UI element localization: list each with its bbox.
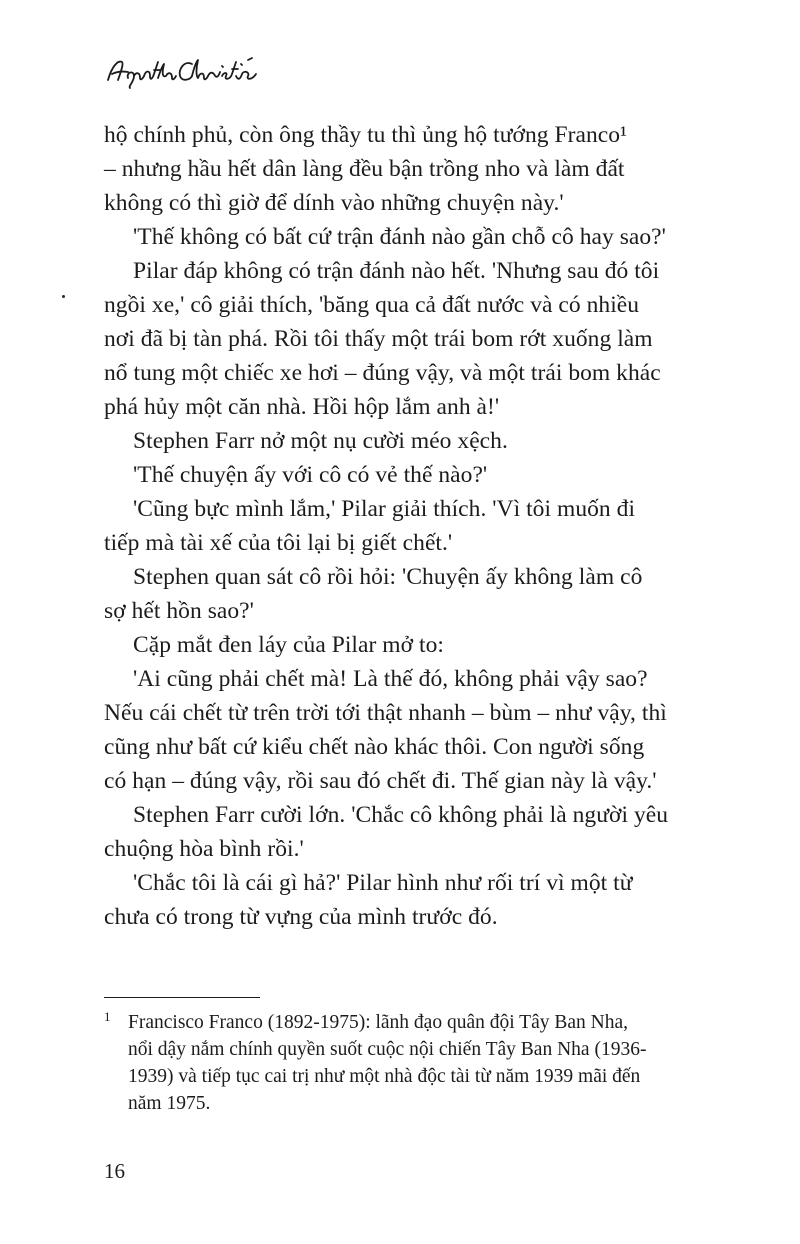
footnote-marker: 1 (104, 1009, 111, 1024)
text-line: 'Chắc tôi là cái gì hả?' Pilar hình như rối trí vì một từ (133, 870, 633, 896)
text-line: không có thì giờ để dính vào những chuyện này.' (104, 190, 564, 216)
author-signature-logo (104, 52, 264, 92)
text-line: ngồi xe,' cô giải thích, 'băng qua cả đất nước và có nhiều (104, 292, 640, 318)
text-line: tiếp mà tài xế của tôi lại bị giết chết.' (104, 530, 453, 556)
text-line: nơi đã bị tàn phá. Rồi tôi thấy một trái bom rớt xuống làm (104, 326, 653, 352)
footnote-line: Francisco Franco (1892-1975): lãnh đạo quân đội Tây Ban Nha, (128, 1012, 629, 1033)
footnote-text (104, 1009, 704, 1117)
print-speck (62, 295, 65, 298)
text-line: – nhưng hầu hết dân làng đều bận trồng nho và làm đất (104, 156, 625, 182)
text-line: Nếu cái chết từ trên trời tới thật nhanh – bùm – như vậy, thì (104, 700, 667, 726)
text-line: 'Thế chuyện ấy với cô có vẻ thế nào?' (133, 462, 488, 488)
footnote-line: năm 1975. (128, 1093, 211, 1114)
text-line: Stephen Farr cười lớn. 'Chắc cô không phải là người yêu (133, 802, 669, 828)
page-number: 16 (104, 1159, 125, 1183)
text-line: sợ hết hồn sao?' (104, 598, 254, 624)
text-line: phá hủy một căn nhà. Hồi hộp lắm anh à!' (104, 394, 500, 420)
body-text (104, 118, 704, 934)
footnote-line: nổi dậy nắm chính quyền suốt cuộc nội chiến Tây Ban Nha (1936- (128, 1039, 647, 1060)
text-line: chưa có trong từ vựng của mình trước đó. (104, 904, 498, 930)
text-line: cũng như bất cứ kiểu chết nào khác thôi. Con người sống (104, 734, 645, 760)
text-line: Stephen quan sát cô rồi hỏi: 'Chuyện ấy không làm cô (133, 564, 643, 590)
footnote-line: 1939) và tiếp tục cai trị như một nhà độc tài từ năm 1939 mãi đến (128, 1066, 641, 1087)
text-line: Pilar đáp không có trận đánh nào hết. 'Nhưng sau đó tôi (133, 258, 660, 284)
signature-drawing (104, 52, 264, 92)
footnote (104, 1009, 704, 1117)
text-line: Stephen Farr nở một nụ cười méo xệch. (133, 428, 508, 454)
text-line: nổ tung một chiếc xe hơi – đúng vậy, và một trái bom khác (104, 360, 661, 386)
text-line: 'Thế không có bất cứ trận đánh nào gần chỗ cô hay sao?' (133, 224, 666, 250)
text-line: 'Ai cũng phải chết mà! Là thế đó, không phải vậy sao? (133, 666, 648, 692)
text-line: có hạn – đúng vậy, rồi sau đó chết đi. Thế gian này là vậy.' (104, 768, 657, 794)
text-line: hộ chính phủ, còn ông thầy tu thì ủng hộ tướng Franco¹ (104, 122, 628, 148)
text-line: Cặp mắt đen láy của Pilar mở to: (133, 632, 444, 658)
footnote-divider (104, 997, 260, 998)
text-line: 'Cũng bực mình lắm,' Pilar giải thích. 'Vì tôi muốn đi (133, 496, 636, 522)
text-line: chuộng hòa bình rồi.' (104, 836, 304, 862)
